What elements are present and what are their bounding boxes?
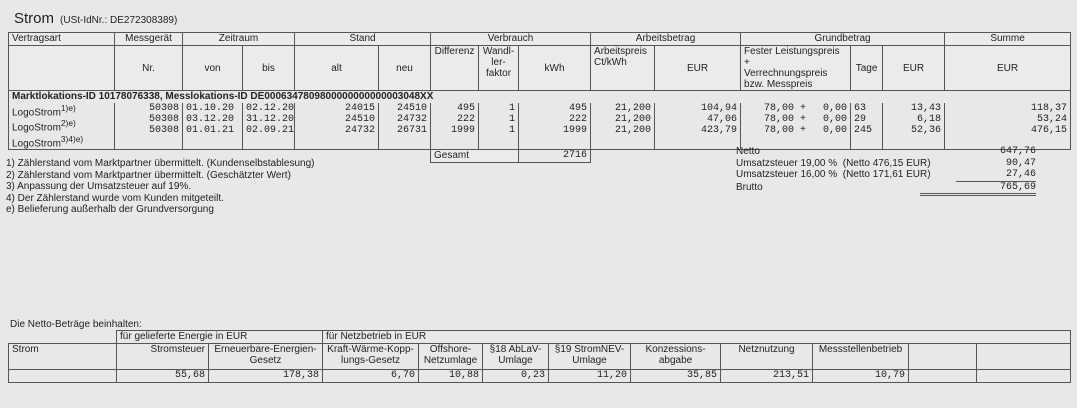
col-head: Konzessions- abgabe xyxy=(631,344,721,370)
col-von: 01.10.20 03.12.20 01.01.21 xyxy=(183,103,243,149)
col-arbeitspreis: 21,200 21,200 21,200 xyxy=(591,103,655,149)
consumption-table xyxy=(8,32,1071,163)
energy-header: für gelieferte Energie in EUR xyxy=(117,331,323,344)
ust19-value: 90,47 xyxy=(1005,157,1036,169)
hdr-arbeitspreis: Arbeitspreis Ct/kWh xyxy=(591,46,655,91)
row-label: Strom xyxy=(9,344,117,370)
hdr-alt: alt xyxy=(295,46,379,91)
hdr-arbeitsbetrag: Arbeitsbetrag xyxy=(591,33,741,46)
col-kwh: 495 222 1999 xyxy=(519,103,591,149)
col-fester: 78,00 + 0,00 78,00 + 0,00 78,00 + 0,00 xyxy=(741,103,851,149)
hdr-stand: Stand xyxy=(295,33,431,46)
col-head: §18 AbLaV- Umlage xyxy=(483,344,549,370)
value-cell: 213,51 xyxy=(721,370,813,383)
hdr-nr: Nr. xyxy=(115,46,183,91)
value-cell: 6,70 xyxy=(323,370,419,383)
col-alt: 24015 24510 24732 xyxy=(295,103,379,149)
table-row-name: LogoStrom$^{2)e)}$ xyxy=(12,118,76,134)
value-cell: 178,38 xyxy=(209,370,323,383)
col-head: §19 StromNEV- Umlage xyxy=(549,344,631,370)
hdr-neu: neu xyxy=(379,46,431,91)
hdr-verbrauch: Verbrauch xyxy=(431,33,591,46)
ust19-label: Umsatzsteuer 19,00 % (Netto 476,15 EUR) xyxy=(736,157,931,169)
gesamt-value: 2716 xyxy=(519,149,591,162)
hdr-zeitraum: Zeitraum xyxy=(183,33,295,46)
page-title xyxy=(14,10,177,27)
col-head: Stromsteuer xyxy=(117,344,209,370)
hdr-eur-grund: EUR xyxy=(883,46,945,91)
hdr-grundbetrag: Grundbetrag xyxy=(741,33,945,46)
ust16-label: Umsatzsteuer 16,00 % (Netto 171,61 EUR) xyxy=(736,169,931,180)
footnote: 4) Der Zählerstand wurde vom Kunden mitgeteilt. xyxy=(6,192,224,204)
footnote: 1) Zählerstand vom Marktpartner übermittelt. (Kundenselbstablesung) xyxy=(6,158,315,169)
hdr-wandler: Wandl- ler- faktor xyxy=(479,46,519,91)
value-cell: 10,79 xyxy=(813,370,909,383)
col-nr: 50308 50308 50308 xyxy=(115,103,183,149)
col-head: Erneuerbare-Energien- Gesetz xyxy=(209,344,323,370)
hdr-bis: bis xyxy=(243,46,295,91)
col-head: Kraft-Wärme-Kopp- lungs-Gesetz xyxy=(323,344,419,370)
col-head: Messstellenbetrieb xyxy=(813,344,909,370)
hdr-kwh: kWh xyxy=(519,46,591,91)
table-row-name: LogoStrom$^{1)e)}$ xyxy=(12,103,76,119)
footnote: e) Belieferung außerhalb der Grundversorgung xyxy=(6,204,214,215)
table-row-name: LogoStrom$^{3)4)e)}$ xyxy=(12,133,84,149)
col-head: Offshore- Netzumlage xyxy=(419,344,483,370)
col-faktor: 1 1 1 xyxy=(479,103,519,149)
brutto-label: Brutto xyxy=(736,181,763,193)
netto-caption: Die Netto-Beträge beinhalten: xyxy=(10,319,142,330)
hdr-empty xyxy=(9,46,115,91)
location-id: Marktlokations-ID 10178076338, Messlokations-ID DE0006347809800000000000003048XX xyxy=(9,91,1071,104)
col-head: Netznutzung xyxy=(721,344,813,370)
totals-block xyxy=(736,146,1036,196)
col-vertragsart xyxy=(9,103,115,149)
col-differenz: 495 222 1999 xyxy=(431,103,479,149)
value-cell: 10,88 xyxy=(419,370,483,383)
vat-id: (USt-IdNr.: DE272308389) xyxy=(60,15,178,26)
section-title: Strom xyxy=(14,10,55,27)
hdr-differenz: Differenz xyxy=(431,46,479,91)
value-cell: 55,68 xyxy=(117,370,209,383)
col-eur-grund: 13,43 6,18 52,36 xyxy=(883,103,945,149)
brutto-value: 765,69 xyxy=(920,182,1036,197)
hdr-fester: Fester Leistungspreis + Verrechnungspreis bzw. Messpreis xyxy=(741,46,851,91)
col-summe: 118,37 53,24 476,15 xyxy=(945,103,1071,149)
hdr-eur-summe: EUR xyxy=(945,46,1071,91)
hdr-tage: Tage xyxy=(851,46,883,91)
col-tage: 63 29 245 xyxy=(851,103,883,149)
gesamt-label: Gesamt xyxy=(431,149,519,162)
netto-value: 647,76 xyxy=(999,146,1036,157)
value-cell: 0,23 xyxy=(483,370,549,383)
value-cell: 11,20 xyxy=(549,370,631,383)
netto-breakdown-table xyxy=(8,330,1071,383)
footnote: 3) Anpassung der Umsatzsteuer auf 19%. xyxy=(6,181,192,192)
hdr-messgeraet: Messgerät xyxy=(115,33,183,46)
hdr-vertragsart: Vertragsart xyxy=(9,33,115,46)
col-eur-arbeit: 104,94 47,06 423,79 xyxy=(655,103,741,149)
net-header: für Netzbetrieb in EUR xyxy=(323,331,1071,344)
col-bis: 02.12.20 31.12.20 02.09.21 xyxy=(243,103,295,149)
value-cell: 35,85 xyxy=(631,370,721,383)
hdr-eur-arbeit: EUR xyxy=(655,46,741,91)
col-neu: 24510 24732 26731 xyxy=(379,103,431,149)
footnotes xyxy=(6,158,314,216)
netto-label: Netto xyxy=(736,146,760,157)
hdr-von: von xyxy=(183,46,243,91)
footnote: 2) Zählerstand vom Marktpartner übermittelt. (Geschätzter Wert) xyxy=(6,169,291,181)
hdr-summe: Summe xyxy=(945,33,1071,46)
ust16-value: 27,46 xyxy=(956,169,1036,182)
